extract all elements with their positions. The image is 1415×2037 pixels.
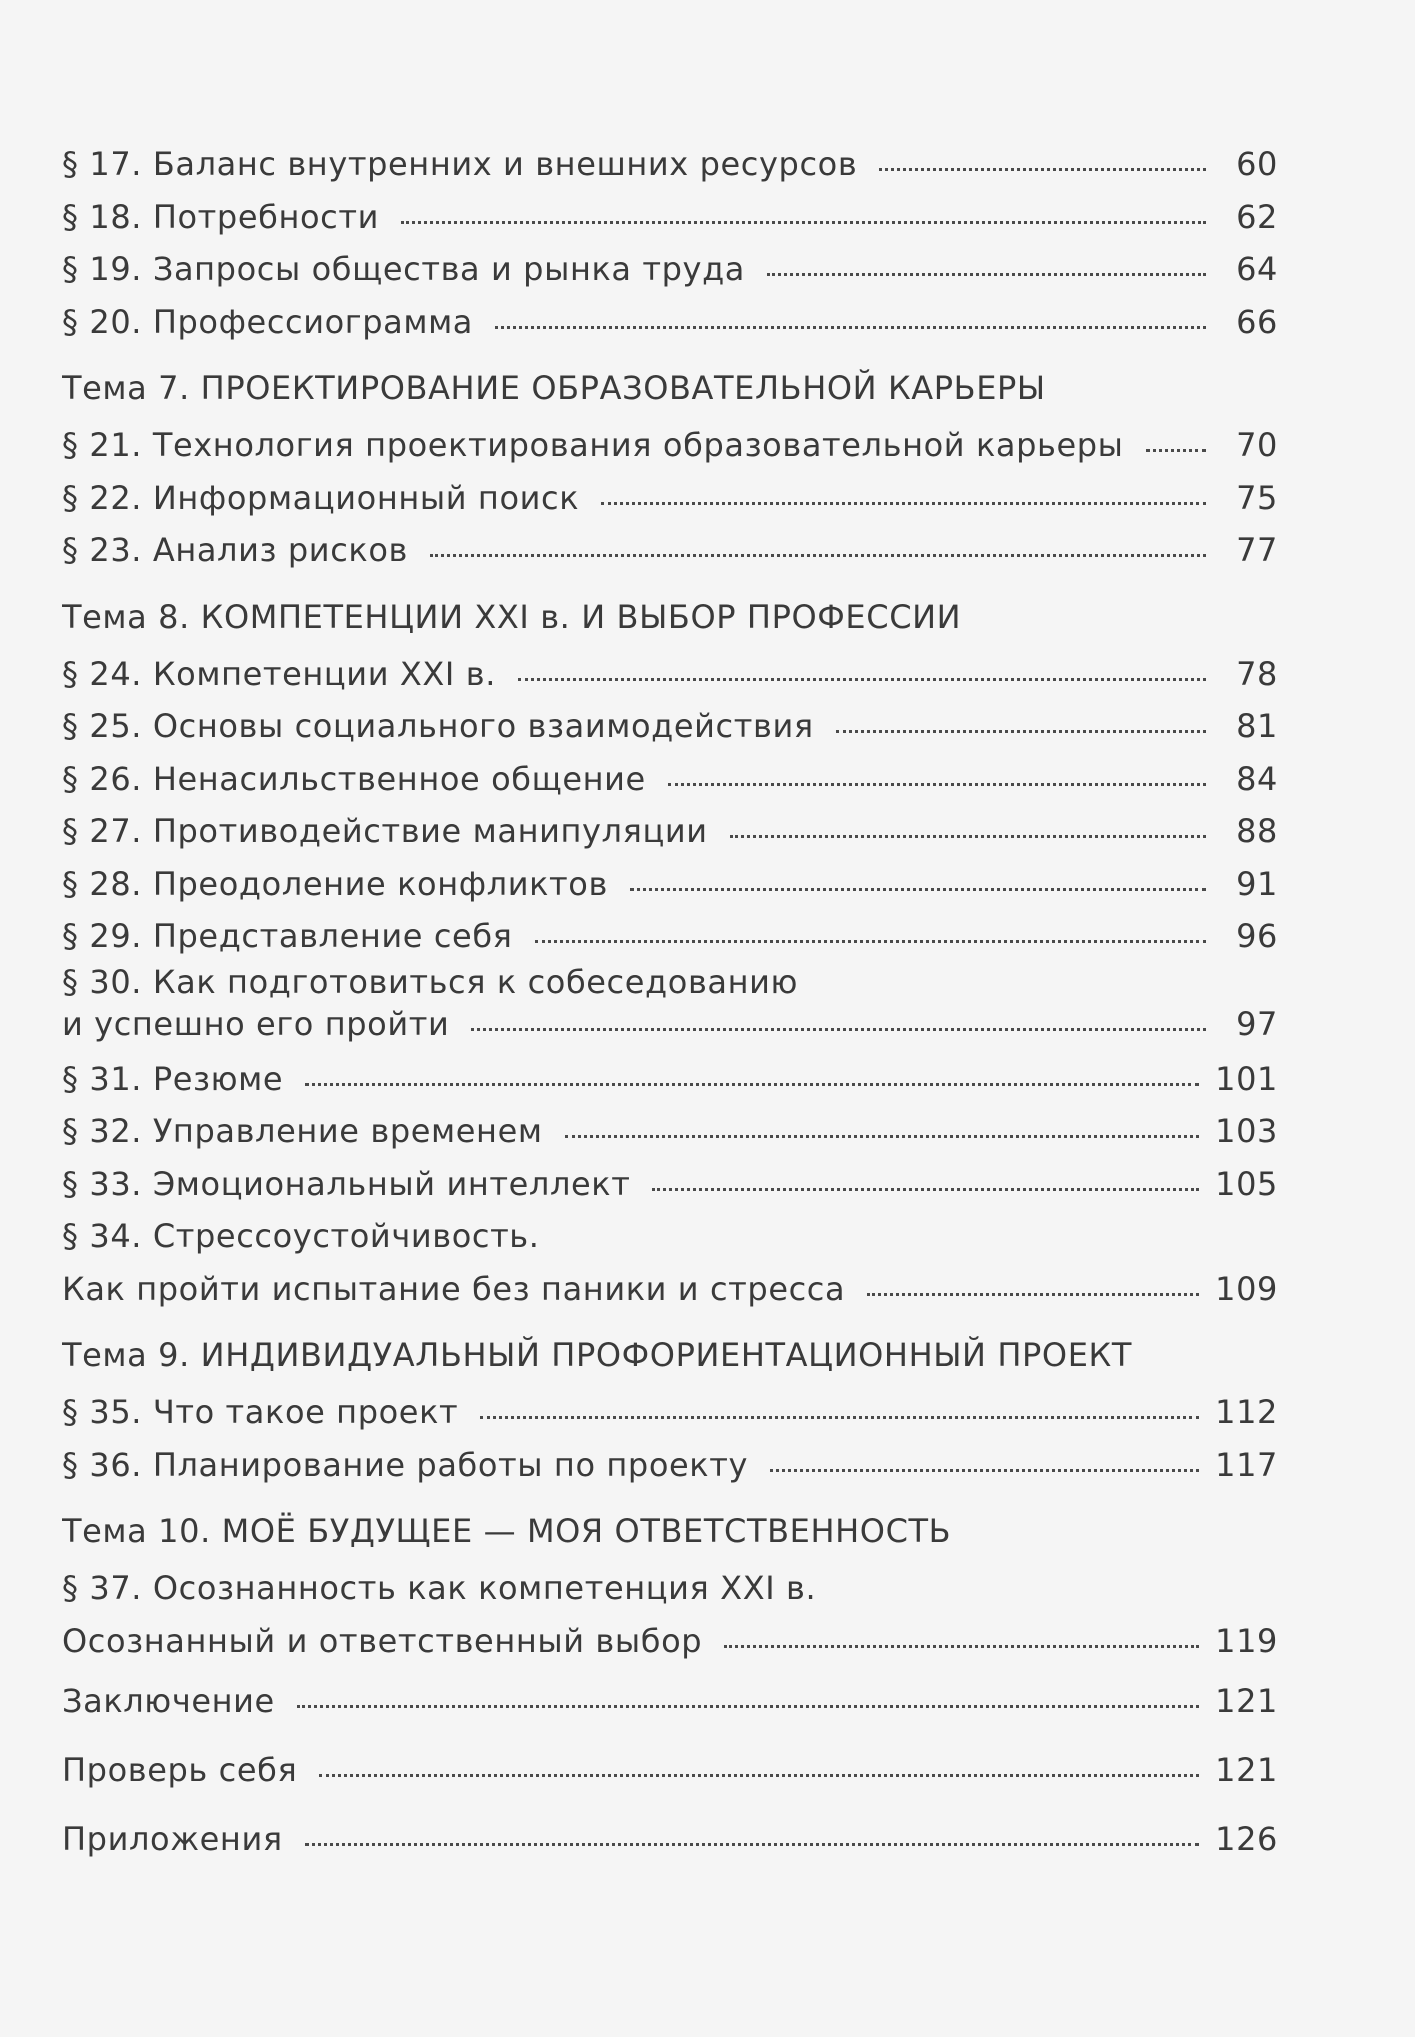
- toc-entry: [62, 753, 1278, 806]
- toc-entry-title: § 32. Управление временем: [62, 1112, 543, 1150]
- toc-entry: [62, 472, 1278, 525]
- toc-heading-text: Тема 9. ИНДИВИДУАЛЬНЫЙ ПРОФОРИЕНТАЦИОННЫЙ ПРОЕКТ: [62, 1336, 1133, 1374]
- toc-entry-title: § 23. Анализ рисков: [62, 531, 408, 569]
- toc-entry: [62, 1053, 1278, 1106]
- dot-leader: [305, 1083, 1199, 1086]
- toc-entry: [62, 1210, 1278, 1263]
- dot-leader: [730, 835, 1206, 838]
- toc-page-number: 101: [1215, 1059, 1278, 1098]
- toc-page-number: 81: [1236, 707, 1278, 745]
- dot-leader: [630, 888, 1206, 891]
- toc-entry-title: § 25. Основы социального взаимодействия: [62, 707, 814, 745]
- toc-page-number: 126: [1215, 1820, 1278, 1858]
- dot-leader: [668, 783, 1206, 786]
- toc-entry-title: § 27. Противодействие манипуляции: [62, 812, 708, 850]
- dot-leader: [879, 168, 1206, 171]
- toc-page-number: 70: [1236, 426, 1278, 464]
- toc-page-number: 121: [1215, 1682, 1278, 1720]
- toc-entry: [62, 138, 1278, 191]
- toc-entry: [62, 419, 1278, 472]
- dot-leader: [724, 1645, 1199, 1648]
- dot-leader: [518, 678, 1206, 681]
- dot-leader: [767, 273, 1206, 276]
- toc-entry-title: Заключение: [62, 1682, 275, 1720]
- toc-entry-title: § 17. Баланс внутренних и внешних ресурсов: [62, 145, 858, 183]
- dot-leader: [297, 1705, 1199, 1708]
- toc-entry: [62, 1386, 1278, 1439]
- table-of-contents: [62, 138, 1278, 1874]
- toc-entry: [62, 191, 1278, 244]
- toc-entry: [62, 963, 1278, 1001]
- toc-page-number: 97: [1236, 1004, 1278, 1043]
- toc-entry-title: § 18. Потребности: [62, 197, 379, 236]
- dot-leader: [836, 730, 1206, 733]
- toc-entry-title: § 37. Осознанность как компетенция XXI в.: [62, 1569, 817, 1607]
- toc-entry-title: Как пройти испытание без паники и стресса: [62, 1269, 846, 1308]
- toc-heading: [62, 348, 1278, 419]
- dot-leader: [319, 1774, 1199, 1777]
- toc-entry-title: § 35. Что такое проект: [62, 1393, 459, 1431]
- toc-page-number: 96: [1236, 917, 1278, 955]
- dot-leader: [305, 1843, 1199, 1846]
- toc-entry-title: § 36. Планирование работы по проекту: [62, 1445, 749, 1484]
- toc-entry-title: § 28. Преодоление конфликтов: [62, 864, 608, 903]
- dot-leader: [1146, 449, 1206, 452]
- toc-page-number: 103: [1215, 1112, 1278, 1150]
- toc-entry-title: § 22. Информационный поиск: [62, 478, 580, 517]
- toc-entry: [62, 1105, 1278, 1158]
- dot-leader: [495, 326, 1206, 329]
- toc-entry: [62, 1263, 1278, 1316]
- dot-leader: [652, 1188, 1199, 1191]
- toc-page-number: 77: [1236, 531, 1278, 569]
- dot-leader: [565, 1135, 1200, 1138]
- toc-entry-title: § 34. Стрессоустойчивость.: [62, 1217, 540, 1255]
- dot-leader: [430, 554, 1206, 557]
- toc-entry: [62, 524, 1278, 577]
- toc-entry-title: § 21. Технология проектирования образовательной карьеры: [62, 426, 1124, 464]
- toc-entry-title: § 19. Запросы общества и рынка труда: [62, 250, 746, 288]
- toc-entry: [62, 1805, 1278, 1874]
- toc-page-number: 105: [1215, 1164, 1278, 1203]
- toc-page-number: 62: [1236, 197, 1278, 236]
- toc-entry-title: § 30. Как подготовиться к собеседованию: [62, 962, 799, 1001]
- dot-leader: [535, 940, 1206, 943]
- toc-entry: [62, 296, 1278, 349]
- toc-entry: [62, 1001, 1278, 1053]
- toc-entry-title: § 26. Ненасильственное общение: [62, 759, 646, 798]
- toc-entry-title: § 24. Компетенции XXI в.: [62, 654, 496, 693]
- toc-entry: [62, 1562, 1278, 1615]
- toc-entry: [62, 1439, 1278, 1492]
- toc-page-number: 66: [1236, 302, 1278, 341]
- toc-entry: [62, 805, 1278, 858]
- toc-entry: [62, 243, 1278, 296]
- dot-leader: [601, 502, 1206, 505]
- toc-page-number: 84: [1236, 759, 1278, 798]
- toc-heading-text: Тема 8. КОМПЕТЕНЦИИ XXI в. И ВЫБОР ПРОФЕССИИ: [62, 597, 962, 636]
- toc-heading: [62, 577, 1278, 648]
- toc-heading: [62, 1315, 1278, 1386]
- toc-entry: [62, 1158, 1278, 1211]
- toc-entry-title: Осознанный и ответственный выбор: [62, 1621, 703, 1660]
- toc-page-number: 60: [1236, 145, 1278, 183]
- toc-entry: [62, 1736, 1278, 1805]
- toc-page-number: 75: [1236, 478, 1278, 517]
- dot-leader: [867, 1293, 1199, 1296]
- dot-leader: [471, 1028, 1206, 1031]
- toc-page-number: 109: [1215, 1269, 1278, 1308]
- dot-leader: [480, 1416, 1199, 1419]
- toc-heading: [62, 1491, 1278, 1562]
- toc-page-number: 78: [1236, 654, 1278, 693]
- toc-entry-title: Приложения: [62, 1820, 283, 1858]
- toc-entry: [62, 1615, 1278, 1668]
- toc-heading-text: Тема 7. ПРОЕКТИРОВАНИЕ ОБРАЗОВАТЕЛЬНОЙ КАРЬЕРЫ: [62, 369, 1046, 407]
- toc-entry: [62, 700, 1278, 753]
- toc-heading-text: Тема 10. МОЁ БУДУЩЕЕ — МОЯ ОТВЕТСТВЕННОСТЬ: [62, 1512, 952, 1550]
- toc-page-number: 112: [1215, 1393, 1278, 1431]
- dot-leader: [770, 1469, 1199, 1472]
- toc-entry-title: § 20. Профессиограмма: [62, 302, 474, 341]
- toc-entry-title: § 33. Эмоциональный интеллект: [62, 1164, 631, 1203]
- toc-page-number: 119: [1215, 1621, 1278, 1660]
- toc-entry-title: Проверь себя: [62, 1751, 298, 1789]
- toc-entry-title: § 29. Представление себя: [62, 917, 513, 955]
- dot-leader: [401, 221, 1206, 224]
- toc-page-number: 64: [1236, 250, 1278, 288]
- toc-page-number: 117: [1215, 1445, 1278, 1484]
- toc-page-number: 88: [1236, 812, 1278, 850]
- toc-page-number: 91: [1236, 864, 1278, 903]
- toc-entry: [62, 648, 1278, 701]
- toc-entry-title: и успешно его пройти: [62, 1004, 450, 1043]
- toc-entry: [62, 858, 1278, 911]
- toc-entry-title: § 31. Резюме: [62, 1059, 284, 1098]
- toc-entry: [62, 1667, 1278, 1736]
- toc-page-number: 121: [1215, 1751, 1278, 1789]
- toc-entry: [62, 910, 1278, 963]
